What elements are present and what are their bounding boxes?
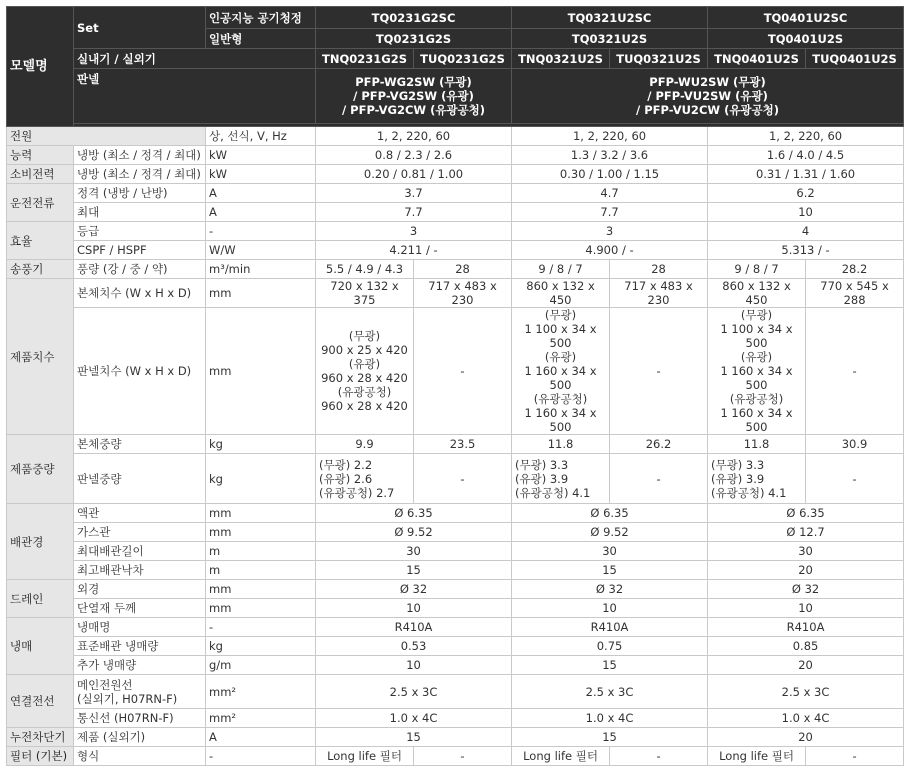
model-general: TQ0401U2S bbox=[708, 29, 904, 49]
cell-value: 1.0 x 4C bbox=[708, 709, 904, 728]
cell-value: 2.5 x 3C bbox=[708, 675, 904, 709]
model-panel: PFP-WG2SW (무광) / PFP-VG2SW (유광) / PFP-VG2CW (유광공청) bbox=[316, 69, 512, 124]
model-indoor: TNQ0401U2S bbox=[708, 49, 806, 69]
row-item: 단열재 두께 bbox=[74, 599, 206, 618]
cell-value: 28 bbox=[414, 260, 512, 279]
cell-value: Ø 32 bbox=[512, 580, 708, 599]
cell-value: Ø 6.35 bbox=[512, 504, 708, 523]
row-item: 표준배관 냉매량 bbox=[74, 637, 206, 656]
cell-value: 5.5 / 4.9 / 4.3 bbox=[316, 260, 414, 279]
ai-label: 인공지능 공기청정 bbox=[206, 7, 316, 29]
cell-value: 9.9 bbox=[316, 435, 414, 454]
row-item: 제품 (실외기) bbox=[74, 728, 206, 747]
cell-value: 1, 2, 220, 60 bbox=[708, 127, 904, 146]
row-unit: mm bbox=[206, 523, 316, 542]
cell-value: 2.5 x 3C bbox=[512, 675, 708, 709]
row-cat: 전원 bbox=[7, 127, 206, 146]
panel-label: 판넬 bbox=[74, 69, 316, 124]
cell-value: 0.31 / 1.31 / 1.60 bbox=[708, 165, 904, 184]
cell-value: R410A bbox=[708, 618, 904, 637]
cell-value: 28 bbox=[610, 260, 708, 279]
cell-value: 26.2 bbox=[610, 435, 708, 454]
cell-value: 30 bbox=[512, 542, 708, 561]
cell-value: 30 bbox=[316, 542, 512, 561]
row-item: 통신선 (H07RN-F) bbox=[74, 709, 206, 728]
row-item: 판넬중량 bbox=[74, 454, 206, 504]
cell-value: 860 x 132 x 450 bbox=[512, 279, 610, 308]
cell-value: 20 bbox=[708, 561, 904, 580]
row-cat: 운전전류 bbox=[7, 184, 74, 222]
row-cat: 냉매 bbox=[7, 618, 74, 675]
model-general: TQ0321U2S bbox=[512, 29, 708, 49]
cell-value: (무광) 3.3 (유광) 3.9 (유광공청) 4.1 bbox=[512, 454, 610, 504]
model-ai: TQ0231G2SC bbox=[316, 7, 512, 29]
row-unit: m bbox=[206, 542, 316, 561]
cell-value: (무광) 3.3 (유광) 3.9 (유광공청) 4.1 bbox=[708, 454, 806, 504]
cell-value: 28.2 bbox=[806, 260, 904, 279]
row-cat: 효율 bbox=[7, 222, 74, 260]
cell-value: Ø 6.35 bbox=[708, 504, 904, 523]
cell-value: 0.53 bbox=[316, 637, 512, 656]
cell-value: 30 bbox=[708, 542, 904, 561]
row-cat: 능력 bbox=[7, 146, 74, 165]
row-item: 냉방 (최소 / 정격 / 최대) bbox=[74, 146, 206, 165]
row-item: 액관 bbox=[74, 504, 206, 523]
cell-value: 0.30 / 1.00 / 1.15 bbox=[512, 165, 708, 184]
cell-value: 15 bbox=[512, 561, 708, 580]
row-unit: mm bbox=[206, 308, 316, 435]
row-unit: - bbox=[206, 222, 316, 241]
cell-value: (무광) 1 100 x 34 x 500 (유광) 1 160 x 34 x 500 (유광공청) 1 160 x 34 x 500 bbox=[708, 308, 806, 435]
row-item: 냉방 (최소 / 정격 / 최대) bbox=[74, 165, 206, 184]
row-cat: 누전차단기 bbox=[7, 728, 74, 747]
cell-value: - bbox=[806, 308, 904, 435]
row-unit: A bbox=[206, 184, 316, 203]
model-general: TQ0231G2S bbox=[316, 29, 512, 49]
row-item: 본체치수 (W x H x D) bbox=[74, 279, 206, 308]
cell-value: - bbox=[806, 747, 904, 766]
row-unit: - bbox=[206, 618, 316, 637]
cell-value: - bbox=[414, 747, 512, 766]
cell-value: 11.8 bbox=[512, 435, 610, 454]
cell-value: 860 x 132 x 450 bbox=[708, 279, 806, 308]
row-cat: 배관경 bbox=[7, 504, 74, 580]
cell-value: 1.0 x 4C bbox=[316, 709, 512, 728]
cell-value: 10 bbox=[708, 599, 904, 618]
row-unit: kg bbox=[206, 637, 316, 656]
cell-value: 3.7 bbox=[316, 184, 512, 203]
cell-value: 11.8 bbox=[708, 435, 806, 454]
set-label: Set bbox=[74, 7, 206, 49]
cell-value: 0.20 / 0.81 / 1.00 bbox=[316, 165, 512, 184]
row-unit: mm² bbox=[206, 709, 316, 728]
cell-value: 9 / 8 / 7 bbox=[708, 260, 806, 279]
model-outdoor: TUQ0321U2S bbox=[610, 49, 708, 69]
row-unit: kW bbox=[206, 165, 316, 184]
row-item: 최대 bbox=[74, 203, 206, 222]
cell-value: (무광) 1 100 x 34 x 500 (유광) 1 160 x 34 x 500 (유광공청) 1 160 x 34 x 500 bbox=[512, 308, 610, 435]
cell-value: R410A bbox=[512, 618, 708, 637]
cell-value: Ø 12.7 bbox=[708, 523, 904, 542]
cell-value: (무광) 2.2 (유광) 2.6 (유광공청) 2.7 bbox=[316, 454, 414, 504]
row-item: 최대배관길이 bbox=[74, 542, 206, 561]
cell-value: 15 bbox=[512, 728, 708, 747]
row-cat: 제품중량 bbox=[7, 435, 74, 504]
cell-value: - bbox=[610, 747, 708, 766]
cell-value: R410A bbox=[316, 618, 512, 637]
cell-value: 1.0 x 4C bbox=[512, 709, 708, 728]
row-item: 추가 냉매량 bbox=[74, 656, 206, 675]
general-label: 일반형 bbox=[206, 29, 316, 49]
cell-value: 0.75 bbox=[512, 637, 708, 656]
cell-value: 1, 2, 220, 60 bbox=[512, 127, 708, 146]
row-cat: 드레인 bbox=[7, 580, 74, 618]
row-item: 등급 bbox=[74, 222, 206, 241]
cell-value: 7.7 bbox=[316, 203, 512, 222]
row-cat: 소비전력 bbox=[7, 165, 74, 184]
row-item: 정격 (냉방 / 난방) bbox=[74, 184, 206, 203]
cell-value: 20 bbox=[708, 728, 904, 747]
cell-value: 9 / 8 / 7 bbox=[512, 260, 610, 279]
row-item: 풍량 (강 / 중 / 약) bbox=[74, 260, 206, 279]
cell-value: Ø 32 bbox=[708, 580, 904, 599]
model-indoor: TNQ0321U2S bbox=[512, 49, 610, 69]
row-unit: - bbox=[206, 747, 316, 766]
cell-value: 1.3 / 3.2 / 3.6 bbox=[512, 146, 708, 165]
cell-value: 10 bbox=[708, 203, 904, 222]
cell-value: Ø 6.35 bbox=[316, 504, 512, 523]
cell-value: 15 bbox=[512, 656, 708, 675]
row-unit: kg bbox=[206, 454, 316, 504]
spec-table bbox=[6, 6, 904, 766]
row-cat: 필터 (기본) bbox=[7, 747, 74, 766]
cell-value: 10 bbox=[316, 656, 512, 675]
row-unit: mm bbox=[206, 504, 316, 523]
model-ai: TQ0321U2SC bbox=[512, 7, 708, 29]
cell-value: 4.7 bbox=[512, 184, 708, 203]
cell-value: 23.5 bbox=[414, 435, 512, 454]
row-unit: mm bbox=[206, 279, 316, 308]
model-outdoor: TUQ0231G2S bbox=[414, 49, 512, 69]
model-outdoor: TUQ0401U2S bbox=[806, 49, 904, 69]
cell-value: 0.85 bbox=[708, 637, 904, 656]
row-cat: 제품치수 bbox=[7, 279, 74, 435]
row-unit: mm bbox=[206, 580, 316, 599]
cell-value: 20 bbox=[708, 656, 904, 675]
cell-value: (무광) 900 x 25 x 420 (유광) 960 x 28 x 420 (유광공청) 960 x 28 x 420 bbox=[316, 308, 414, 435]
cell-value: 770 x 545 x 288 bbox=[806, 279, 904, 308]
cell-value: Long life 필터 bbox=[316, 747, 414, 766]
cell-value: 4 bbox=[708, 222, 904, 241]
cell-value: - bbox=[610, 308, 708, 435]
row-item: CSPF / HSPF bbox=[74, 241, 206, 260]
cell-value: 3 bbox=[316, 222, 512, 241]
model-label: 모델명 bbox=[7, 7, 74, 127]
row-unit: W/W bbox=[206, 241, 316, 260]
cell-value: 2.5 x 3C bbox=[316, 675, 512, 709]
cell-value: - bbox=[806, 454, 904, 504]
row-item: 외경 bbox=[74, 580, 206, 599]
cell-value: - bbox=[414, 454, 512, 504]
row-unit: m bbox=[206, 561, 316, 580]
row-unit: 상, 선식, V, Hz bbox=[206, 127, 316, 146]
row-item: 형식 bbox=[74, 747, 206, 766]
row-item: 가스관 bbox=[74, 523, 206, 542]
cell-value: 717 x 483 x 230 bbox=[414, 279, 512, 308]
cell-value: - bbox=[610, 454, 708, 504]
cell-value: 0.8 / 2.3 / 2.6 bbox=[316, 146, 512, 165]
model-indoor: TNQ0231G2S bbox=[316, 49, 414, 69]
indoor-outdoor-label: 실내기 / 실외기 bbox=[74, 49, 316, 69]
row-unit: kg bbox=[206, 435, 316, 454]
row-cat: 연결전선 bbox=[7, 675, 74, 728]
cell-value: - bbox=[414, 308, 512, 435]
cell-value: 4.211 / - bbox=[316, 241, 512, 260]
cell-value: Ø 9.52 bbox=[512, 523, 708, 542]
row-unit: m³/min bbox=[206, 260, 316, 279]
row-unit: g/m bbox=[206, 656, 316, 675]
cell-value: Ø 32 bbox=[316, 580, 512, 599]
cell-value: 10 bbox=[512, 599, 708, 618]
model-ai: TQ0401U2SC bbox=[708, 7, 904, 29]
model-panel: PFP-WU2SW (무광) / PFP-VU2SW (유광) / PFP-VU2CW (유광공청) bbox=[512, 69, 904, 124]
row-unit: kW bbox=[206, 146, 316, 165]
row-item: 메인전원선 (실외기, H07RN-F) bbox=[74, 675, 206, 709]
row-unit: mm² bbox=[206, 675, 316, 709]
row-unit: A bbox=[206, 203, 316, 222]
cell-value: 30.9 bbox=[806, 435, 904, 454]
row-unit: A bbox=[206, 728, 316, 747]
row-unit: mm bbox=[206, 599, 316, 618]
row-item: 판넬치수 (W x H x D) bbox=[74, 308, 206, 435]
row-item: 최고배관낙차 bbox=[74, 561, 206, 580]
row-cat: 송풍기 bbox=[7, 260, 74, 279]
cell-value: Ø 9.52 bbox=[316, 523, 512, 542]
cell-value: 15 bbox=[316, 728, 512, 747]
cell-value: 15 bbox=[316, 561, 512, 580]
cell-value: Long life 필터 bbox=[708, 747, 806, 766]
cell-value: 7.7 bbox=[512, 203, 708, 222]
cell-value: 3 bbox=[512, 222, 708, 241]
cell-value: 5.313 / - bbox=[708, 241, 904, 260]
cell-value: 4.900 / - bbox=[512, 241, 708, 260]
row-item: 냉매명 bbox=[74, 618, 206, 637]
cell-value: 10 bbox=[316, 599, 512, 618]
cell-value: 720 x 132 x 375 bbox=[316, 279, 414, 308]
cell-value: Long life 필터 bbox=[512, 747, 610, 766]
cell-value: 6.2 bbox=[708, 184, 904, 203]
cell-value: 1.6 / 4.0 / 4.5 bbox=[708, 146, 904, 165]
cell-value: 1, 2, 220, 60 bbox=[316, 127, 512, 146]
cell-value: 717 x 483 x 230 bbox=[610, 279, 708, 308]
row-item: 본체중량 bbox=[74, 435, 206, 454]
